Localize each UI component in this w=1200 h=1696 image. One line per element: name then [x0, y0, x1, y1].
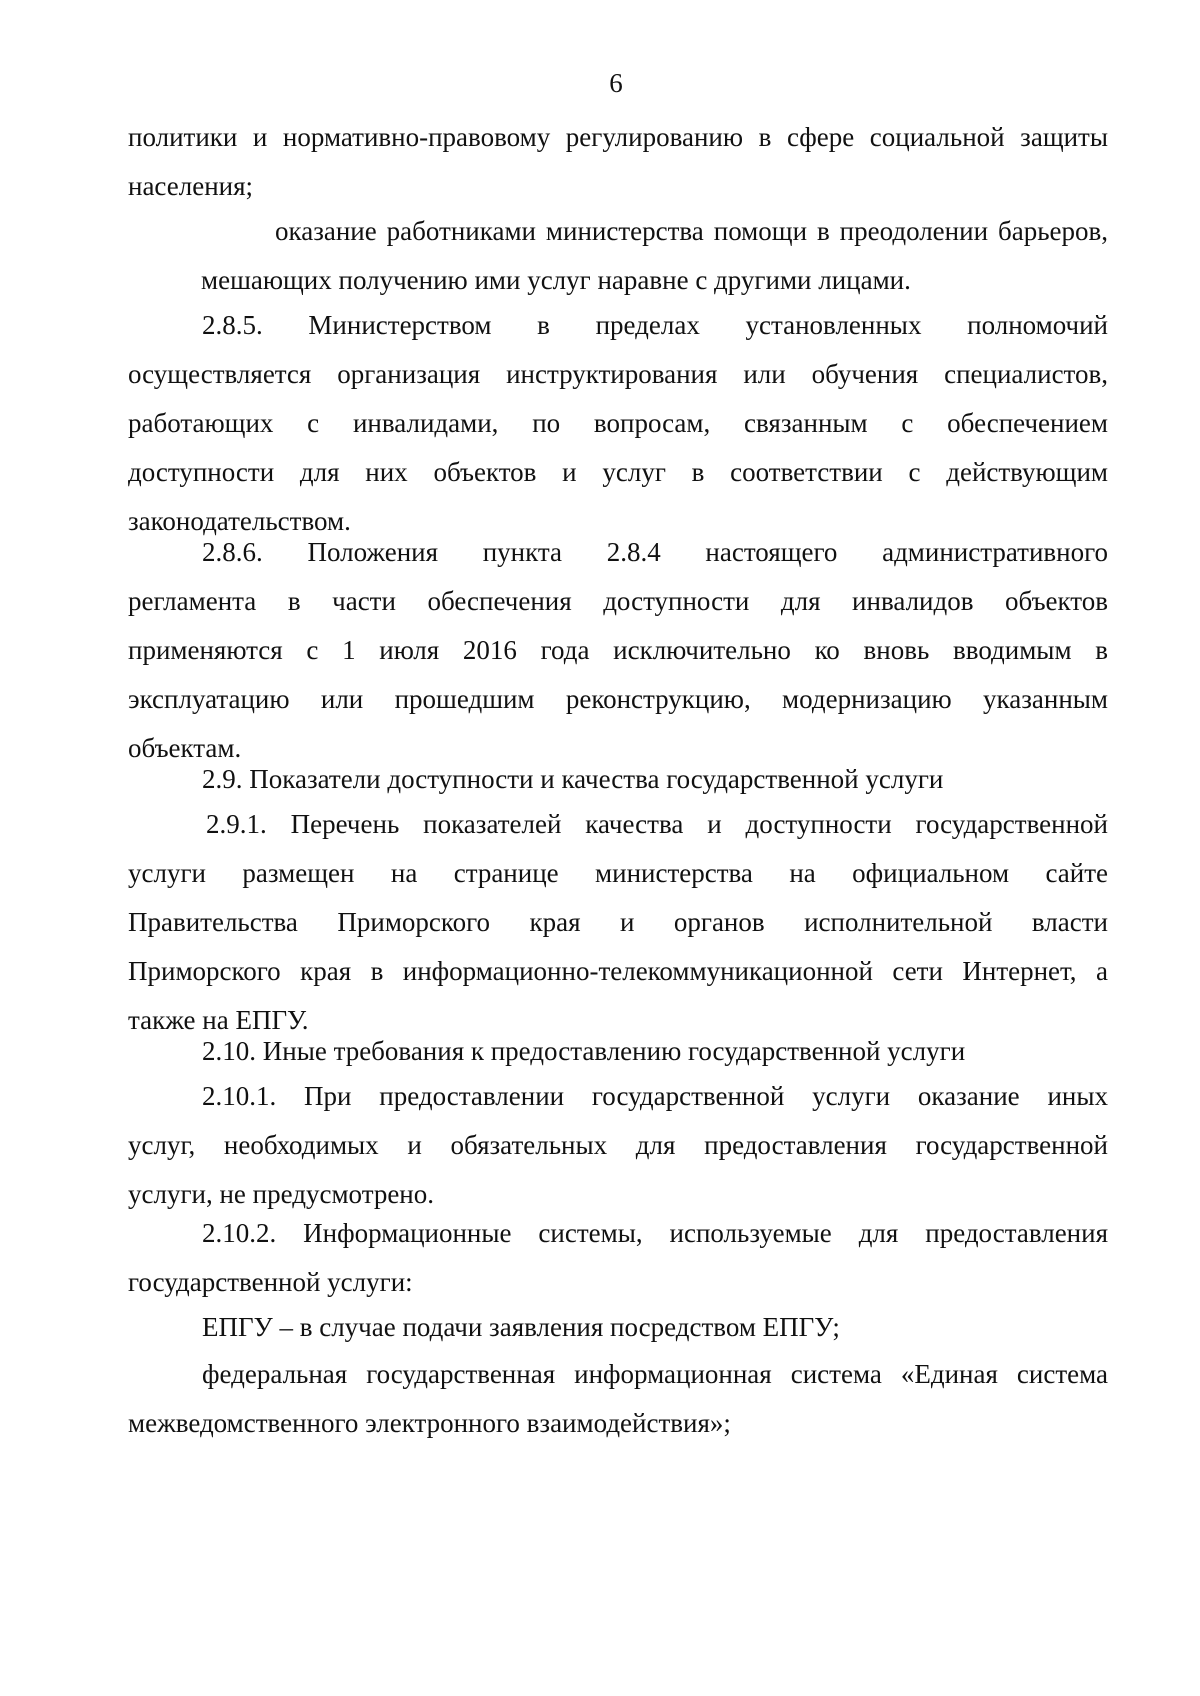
text-line: услуг, необходимых и обязательных для предоставления государственной — [128, 1130, 1108, 1160]
text-line: услуги размещен на странице министерства на официальном сайте — [128, 858, 1108, 888]
text-line: осуществляется организация инструктирования или обучения специалистов, — [128, 359, 1108, 389]
body-text — [128, 755, 1108, 804]
text-line: политики и нормативно-правовому регулированию в сфере социальной защиты — [128, 122, 1108, 152]
text-line: 2.8.6. Положения пункта 2.8.4 настоящего административного — [202, 537, 1108, 567]
text-line: федеральная государственная информационная система «Единая система — [202, 1359, 1108, 1389]
text-line: государственной услуги: — [128, 1267, 413, 1297]
text-line: 2.10.2. Информационные системы, используемые для предоставления — [202, 1218, 1108, 1248]
body-text — [128, 1303, 1108, 1352]
paragraph — [128, 207, 1108, 305]
body-text — [128, 1350, 1108, 1448]
text-line: Приморского края в информационно-телекоммуникационной сети Интернет, а — [128, 956, 1108, 986]
text-line: 2.10. Иные требования к предоставлению государственной услуги — [202, 1036, 966, 1066]
paragraph — [128, 1072, 1108, 1219]
body-text — [128, 800, 1108, 1045]
paragraph — [128, 1350, 1108, 1448]
text-line: также на ЕПГУ. — [128, 1005, 309, 1035]
text-line: применяются с 1 июля 2016 года исключительно ко вновь вводимым в — [128, 635, 1108, 665]
text-line: 2.10.1. При предоставлении государственной услуги оказание иных — [202, 1081, 1108, 1111]
paragraph — [128, 528, 1108, 773]
text-line: 2.9.1. Перечень показателей качества и доступности государственной — [206, 809, 1108, 839]
text-line: Правительства Приморского края и органов исполнительной власти — [128, 907, 1108, 937]
text-line: доступности для них объектов и услуг в соответствии с действующим — [128, 457, 1108, 487]
text-line: оказание работниками министерства помощи в преодолении барьеров, — [275, 216, 1108, 246]
body-text — [128, 1027, 1108, 1076]
paragraph — [128, 1303, 1108, 1352]
text-line: законодательством. — [128, 506, 351, 536]
section-heading — [128, 755, 1108, 804]
text-line: 2.9. Показатели доступности и качества государственной услуги — [202, 764, 944, 794]
paragraph — [128, 113, 1108, 211]
page-number: 6 — [609, 68, 623, 98]
text-line: объектам. — [128, 733, 242, 763]
text-line: межведомственного электронного взаимодействия»; — [128, 1408, 731, 1438]
text-line: населения; — [128, 171, 254, 201]
paragraph — [128, 301, 1108, 546]
text-line: мешающих получению ими услуг наравне с другими лицами. — [201, 265, 911, 295]
paragraph — [128, 800, 1108, 1045]
text-line: ЕПГУ – в случае подачи заявления посредством ЕПГУ; — [202, 1312, 840, 1342]
text-line: регламента в части обеспечения доступности для инвалидов объектов — [128, 586, 1108, 616]
body-text — [128, 528, 1108, 773]
text-line: 2.8.5. Министерством в пределах установленных полномочий — [202, 310, 1108, 340]
paragraph — [128, 1209, 1108, 1307]
body-text — [128, 1072, 1108, 1219]
body-text — [128, 207, 1108, 305]
section-heading — [128, 1027, 1108, 1076]
text-line: эксплуатацию или прошедшим реконструкцию, модернизацию указанным — [128, 684, 1108, 714]
body-text — [128, 113, 1108, 211]
body-text — [128, 301, 1108, 546]
text-line: работающих с инвалидами, по вопросам, связанным с обеспечением — [128, 408, 1108, 438]
body-text — [128, 1209, 1108, 1307]
text-line: услуги, не предусмотрено. — [128, 1179, 435, 1209]
